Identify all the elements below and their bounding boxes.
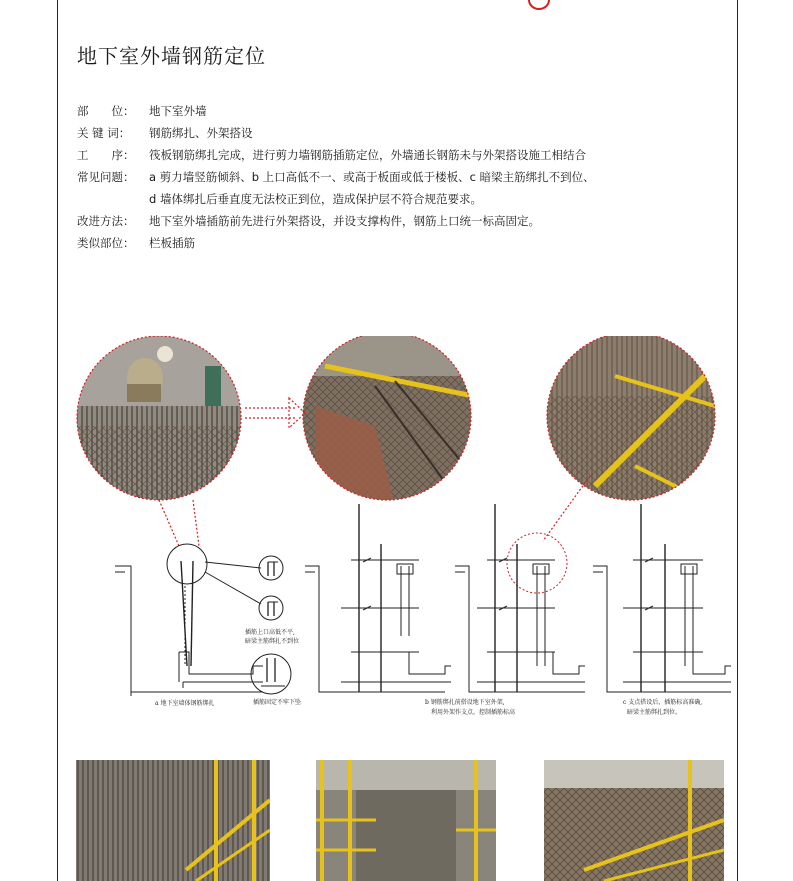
field-label: 关 键 词： <box>77 126 131 140</box>
field-label: 常见问题： <box>77 170 135 184</box>
section-c-drawing <box>593 504 731 692</box>
photo-circle-scaffold <box>547 336 717 506</box>
red-logo-mark <box>528 0 550 10</box>
section-a-drawing <box>115 544 291 696</box>
page-frame-left <box>57 0 58 881</box>
page-title: 地下室外墙钢筋定位 <box>77 44 266 68</box>
site-photo-2 <box>316 760 496 881</box>
site-photo-3 <box>544 760 724 881</box>
section-b-alt-drawing <box>455 504 585 692</box>
arrow-head <box>289 398 305 428</box>
field-label: 改进方法： <box>77 214 135 228</box>
page-frame-right <box>737 0 738 881</box>
site-photo-2-image <box>316 760 496 881</box>
field-label: 部 位： <box>77 104 135 118</box>
field-keywords <box>77 122 595 144</box>
field-location <box>77 100 595 122</box>
photo-circle-rebar-cage <box>303 336 473 506</box>
leader-line <box>543 476 590 541</box>
caption-c-line2: 暗梁主筋绑扎到位。 <box>627 709 682 716</box>
field-value: 地下室外墙 <box>149 104 207 118</box>
leader-line <box>159 500 179 546</box>
field-improvement <box>77 210 595 232</box>
section-b-drawing <box>305 504 451 692</box>
info-block <box>77 100 595 254</box>
field-value: 筏板钢筋绑扎完成，进行剪力墙钢筋插筋定位，外墙通长钢筋未与外架搭设施工相结合 <box>149 148 586 162</box>
callout-text: 插筋固定不牢下坠 <box>253 699 302 706</box>
callout-text: 插筋上口高低不平, <box>245 629 295 636</box>
leader-line <box>193 500 199 546</box>
caption-b-line1: b 钢筋绑扎前搭设地下室外架, <box>425 699 505 706</box>
field-similar-parts <box>77 232 595 254</box>
field-value: 地下室外墙插筋前先进行外架搭设，并设支撑构件，钢筋上口统一标高固定。 <box>149 214 540 228</box>
field-label: 类似部位： <box>77 236 135 250</box>
rebar-diagram <box>75 336 735 726</box>
field-label: 工 序： <box>77 148 135 162</box>
field-common-issues <box>77 166 595 188</box>
field-value: a 剪力墙竖筋倾斜、b 上口高低不一、或高于板面或低于楼板、c 暗梁主筋绑扎不到位、 <box>149 170 595 184</box>
field-value: 栏板插筋 <box>149 236 195 250</box>
caption-a: a 地下室墙体钢筋绑扎 <box>155 700 215 707</box>
site-photo-3-image <box>544 760 724 881</box>
field-process <box>77 144 595 166</box>
callout-text: 暗梁主筋绑扎不到位 <box>245 638 300 645</box>
caption-c-line1: c 支点搭设后，插筋标高准确, <box>623 699 703 706</box>
caption-b-line2: 利用外架作支点，控制插筋标高 <box>431 709 516 716</box>
photo-circle-worker <box>75 336 245 506</box>
site-photo-1 <box>76 760 270 881</box>
field-value: 钢筋绑扎、外架搭设 <box>149 126 253 140</box>
field-continuation: d 墙体绑扎后垂直度无法校正到位，造成保护层不符合规范要求。 <box>149 192 482 206</box>
site-photo-1-image <box>76 760 270 881</box>
